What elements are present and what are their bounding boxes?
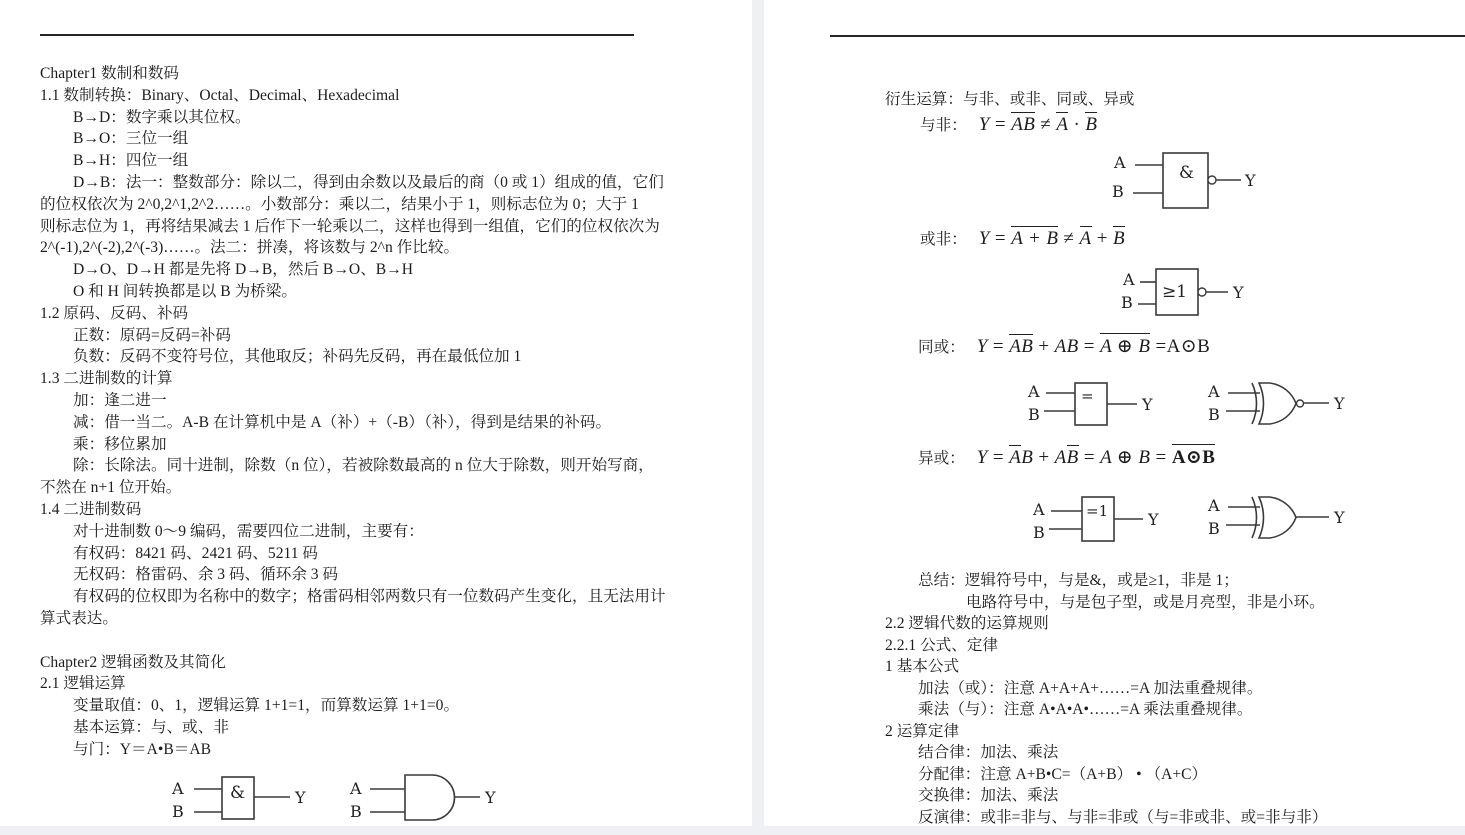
formula-segment: B <box>1085 114 1098 135</box>
xor-symbol: =1 <box>1086 502 1109 520</box>
text-line: 对十进制数 0～9 编码，需要四位二进制，主要有： <box>73 522 424 540</box>
gate-output-y-label: Y <box>1334 508 1345 527</box>
formula-segment: AB <box>1011 114 1036 135</box>
text-line: 2.1 逻辑运算 <box>40 675 126 693</box>
nand-formula <box>979 112 1098 136</box>
derived-operations-heading: 衍生运算：与非、或非、同或、异或 <box>885 91 1135 108</box>
and-symbol: & <box>1179 163 1195 183</box>
text-line: 除：长除法。同十进制，除数（n 位），若被除数最高的 n 位大于除数，则开始写商， <box>73 457 654 475</box>
formula-segment: B <box>1021 447 1034 468</box>
gate-output-y-label: Y <box>1142 395 1153 414</box>
gate-input-b-label: B <box>172 802 184 821</box>
gate-input-b-label: B <box>1112 182 1124 201</box>
text-line: 加：逢二进一 <box>73 391 167 409</box>
xor-formula-label: 异或： <box>918 450 965 467</box>
and-symbol: & <box>230 783 246 803</box>
gate-output-y-label: Y <box>1148 510 1159 529</box>
formula-segment: B <box>1066 447 1079 468</box>
formula-segment: + <box>1033 336 1055 357</box>
formula-segment: B <box>1112 228 1125 249</box>
gate-input-a-label: A <box>1028 382 1040 401</box>
text-line: 的位权依次为 2^0,2^1,2^2……。小数部分：乘以二，结果小于 1，则标志位为 0；大于 1 <box>40 195 639 213</box>
right-page-text-block <box>885 570 1445 829</box>
nand-formula-label: 与非： <box>920 117 967 134</box>
and-gate-us-diagram <box>338 763 498 828</box>
gate-input-a-label: A <box>1033 500 1045 519</box>
xnor-formula-row <box>918 333 1210 358</box>
text-line: 分配律：注意 A+B•C=（A+B） • （A+C） <box>918 765 1208 783</box>
gate-input-a-label: A <box>1208 382 1220 401</box>
xor-formula-row <box>918 444 1215 469</box>
gate-output-y-label: Y <box>1233 283 1244 302</box>
text-line: 总结：逻辑符号中，与是&，或是≥1，非是 1； <box>918 572 1239 589</box>
xor-gate-iec-diagram <box>1025 492 1160 550</box>
formula-segment: + <box>1091 228 1113 249</box>
text-line: 电路符号中，与是包子型，或是月亮型，非是小环。 <box>966 593 1325 611</box>
text-line: 结合律：加法、乘法 <box>918 744 1059 762</box>
text-line: D→O、D→H 都是先将 D→B，然后 B→O、B→H <box>73 261 414 279</box>
formula-segment: = <box>987 336 1010 357</box>
text-line: 正数：原码=反码=补码 <box>73 326 231 344</box>
text-line: 则标志位为 1，再将结果减去 1 后作下一轮乘以二，这样也得到一组值，它们的位权依次为 <box>40 217 660 235</box>
formula-segment: = <box>989 228 1012 249</box>
formula-segment: A <box>1009 336 1022 357</box>
gate-input-b-label: B <box>1033 523 1045 542</box>
formula-segment: ≠ <box>1058 228 1080 249</box>
xnor-gate-iec-diagram <box>1020 378 1155 433</box>
gate-output-y-label: Y <box>295 788 306 807</box>
gate-output-y-label: Y <box>1334 394 1345 413</box>
formula-segment: Y <box>978 228 990 249</box>
text-line: 有权码：8421 码、2421 码、5211 码 <box>73 544 319 562</box>
formula-segment: A <box>1056 114 1069 135</box>
gate-output-y-label: Y <box>1245 171 1256 190</box>
gate-input-a-label: A <box>1208 496 1220 515</box>
formula-segment: = <box>987 447 1010 468</box>
formula-segment: · <box>1068 114 1086 135</box>
formula-segment: A + B <box>1011 228 1059 249</box>
xnor-gate-us-diagram <box>1198 378 1348 433</box>
header-rule-right <box>830 35 1465 37</box>
left-page-text-block <box>40 63 666 761</box>
text-line: O 和 H 间转换都是以 B 为桥梁。 <box>73 282 297 300</box>
text-line: B→D：数字乘以其位权。 <box>73 108 251 126</box>
formula-segment: = <box>1150 447 1172 468</box>
text-line: D→B：法一：整数部分：除以二，得到由余数以及最后的商（0 或 1）组成的值，它们 <box>73 173 664 191</box>
gate-input-a-label: A <box>1114 153 1126 172</box>
text-line: Chapter2 逻辑函数及其简化 <box>40 653 226 671</box>
text-line: 乘法（与）：注意 A•A•A•……=A 乘法重叠规律。 <box>918 701 1253 719</box>
text-line <box>40 630 640 652</box>
text-line: B→H：四位一组 <box>73 152 189 170</box>
gate-input-b-label: B <box>1028 405 1040 424</box>
nor-formula-label: 或非： <box>920 231 967 248</box>
text-line: 加法（或）：注意 A+A+A+……=A 加法重叠规律。 <box>918 679 1263 697</box>
formula-segment: A <box>1054 447 1067 468</box>
gate-input-a-label: A <box>350 779 362 798</box>
text-line: 乘：移位累加 <box>73 435 167 453</box>
text-line: 基本运算：与、或、非 <box>73 718 229 736</box>
formula-segment: Y <box>976 447 988 468</box>
formula-segment: = <box>1078 336 1101 357</box>
formula-segment: A⊙B <box>1172 444 1216 469</box>
text-line: 2.2.1 公式、定律 <box>885 636 999 654</box>
formula-segment: B <box>1021 336 1034 357</box>
text-line: 1.3 二进制数的计算 <box>40 370 173 388</box>
gate-input-b-label: B <box>1208 519 1220 538</box>
nand-gate-diagram <box>1105 148 1270 213</box>
xnor-formula-label: 同或： <box>918 339 965 356</box>
nor-formula-row <box>920 226 1125 250</box>
formula-segment: A <box>1009 447 1022 468</box>
text-line: 2 运算定律 <box>885 722 960 740</box>
or-symbol: ≥1 <box>1162 282 1188 302</box>
nor-gate-diagram <box>1110 263 1250 323</box>
text-line: 1.1 数制转换：Binary、Octal、Decimal、Hexadecimal <box>40 86 400 104</box>
text-line: 2.2 逻辑代数的运算规则 <box>885 615 1049 633</box>
and-gate-iec-diagram <box>158 763 308 828</box>
formula-segment: = <box>989 114 1012 135</box>
text-line: 交换律：加法、乘法 <box>918 787 1059 805</box>
formula-segment: AB <box>1054 336 1079 357</box>
gate-input-a-label: A <box>172 779 184 798</box>
formula-segment: =A⊙B <box>1150 336 1211 357</box>
text-line: 与门：Y＝A•B＝AB <box>73 740 212 758</box>
text-line: 变量取值：0、1，逻辑运算 1+1=1，而算数运算 1+1=0。 <box>73 697 460 715</box>
text-line: 2^(-1),2^(-2),2^(-3)……。法二：拼凑，将该数与 2^n 作比较。 <box>40 239 460 257</box>
text-line: 1.2 原码、反码、补码 <box>40 304 189 322</box>
nand-formula-row <box>920 112 1097 136</box>
formula-segment: + <box>1033 447 1055 468</box>
text-line: 无权码：格雷码、余 3 码、循环余 3 码 <box>73 566 339 584</box>
text-line: 反演律：或非=非与、与非=非或（与=非或非、或=非与非） <box>918 809 1328 827</box>
nor-formula <box>979 226 1125 250</box>
formula-segment: = <box>1078 447 1101 468</box>
text-line: 算式表达。 <box>40 609 118 627</box>
xnor-symbol: = <box>1081 387 1094 405</box>
xor-gate-us-diagram <box>1198 492 1348 547</box>
gate-input-b-label: B <box>1208 405 1220 424</box>
text-line: 负数：反码不变符号位，其他取反；补码先反码，再在最低位加 1 <box>73 348 522 366</box>
formula-segment: Y <box>976 336 988 357</box>
formula-segment: Y <box>978 114 990 135</box>
formula-segment: A ⊕ B <box>1100 333 1150 358</box>
xnor-formula <box>977 333 1210 358</box>
header-rule-left <box>40 34 634 36</box>
text-line: 1 基本公式 <box>885 658 960 676</box>
formula-segment: A ⊕ B <box>1100 447 1151 468</box>
gate-input-b-label: B <box>350 802 362 821</box>
formula-segment: ≠ <box>1035 114 1057 135</box>
text-line: B→O：三位一组 <box>73 130 189 148</box>
gate-output-y-label: Y <box>485 788 496 807</box>
formula-segment: A <box>1079 228 1092 249</box>
text-line: Chapter1 数制和数码 <box>40 65 180 82</box>
text-line: 减：借一当二。A-B 在计算机中是 A（补）+（-B）（补），得到是结果的补码。 <box>73 413 612 431</box>
gate-input-b-label: B <box>1121 293 1133 312</box>
gate-input-a-label: A <box>1123 270 1135 289</box>
text-line: 不然在 n+1 位开始。 <box>40 479 182 497</box>
text-line: 1.4 二进制数码 <box>40 500 142 518</box>
xor-formula <box>977 444 1216 469</box>
text-line: 有权码的位权即为名称中的数字；格雷码相邻两数只有一位数码产生变化，且无法用计 <box>73 588 666 606</box>
